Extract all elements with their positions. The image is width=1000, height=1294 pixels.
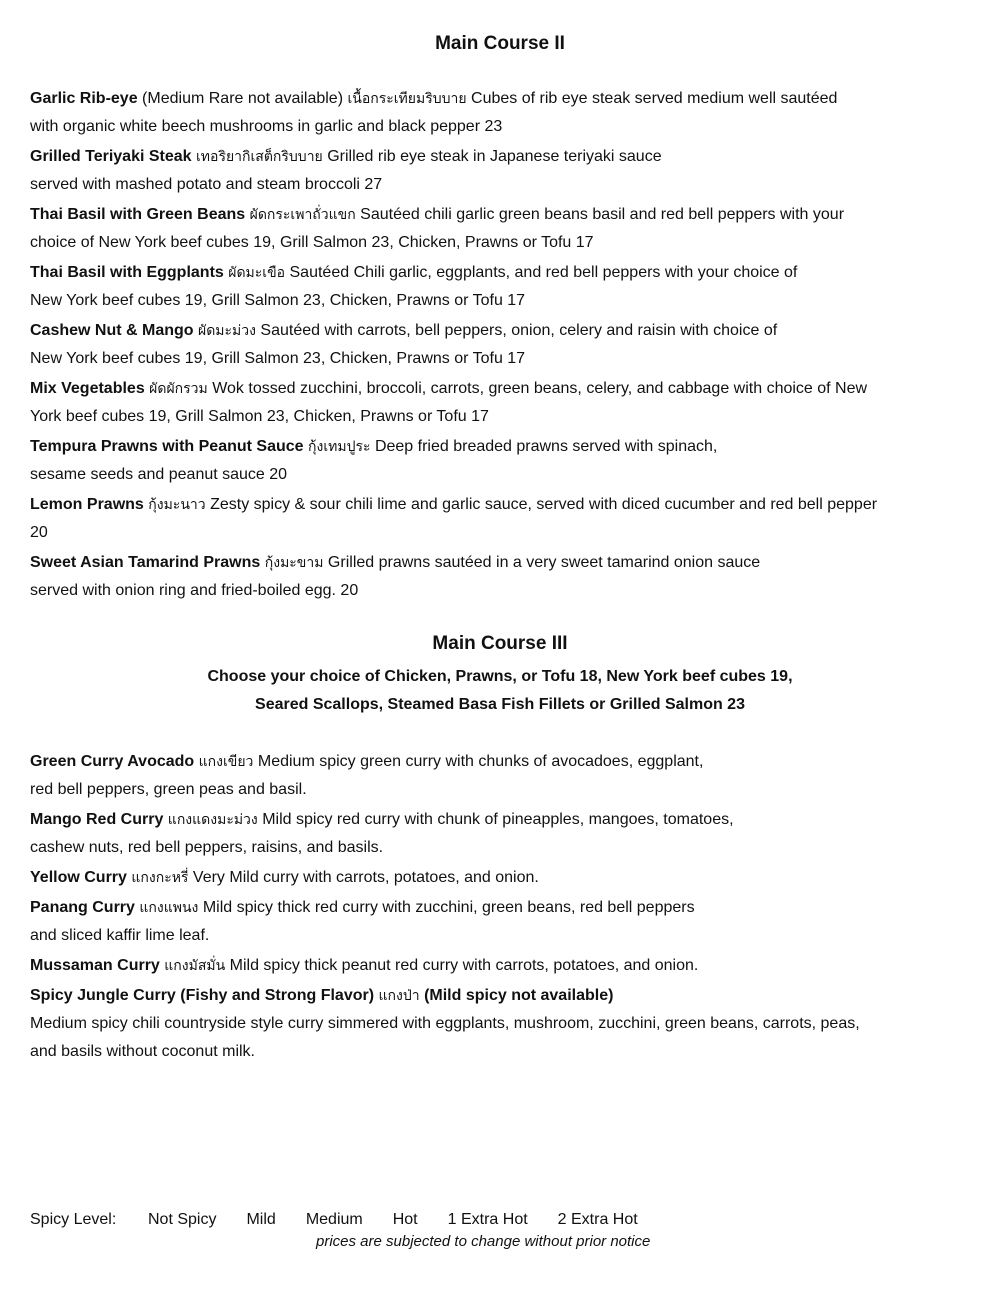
menu-item-description: Sautéed Chili garlic, eggplants, and red bell peppers with your choice of [285, 264, 798, 281]
menu-item-line-1 [30, 549, 975, 577]
subtitle-line-1: Choose your choice of Chicken, Prawns, or Tofu 18, New York beef cubes 19, [207, 668, 793, 685]
menu-item-line-2: 20 [30, 524, 48, 541]
menu-item-thai-name: เนื้อกระเทียมริบบาย [347, 91, 467, 107]
spicy-level-label: Spicy Level: [30, 1211, 117, 1228]
menu-item-line-1 [30, 433, 975, 461]
menu-item [30, 85, 975, 141]
menu-item [30, 952, 975, 980]
menu-item-name: Garlic Rib-eye [30, 90, 138, 107]
menu-item [30, 143, 975, 199]
menu-item-name: Mix Vegetables [30, 380, 145, 397]
menu-item-line-1 [30, 982, 975, 1010]
menu-item-name: Thai Basil with Eggplants [30, 264, 224, 281]
menu-item-thai-name: ผัดมะเขือ [228, 265, 286, 281]
menu-item-thai-name: ผัดผักรวม [149, 381, 208, 397]
menu-item-description: Sautéed chili garlic green beans basil and red bell peppers with your [355, 206, 845, 223]
menu-item [30, 259, 975, 315]
menu-item-line-2: served with mashed potato and steam broccoli 27 [30, 176, 383, 193]
menu-item-thai-name: แกงแดงมะม่วง [167, 812, 258, 828]
menu-item [30, 748, 975, 804]
section-main-course-2 [30, 85, 975, 607]
menu-item-name: Sweet Asian Tamarind Prawns [30, 554, 261, 571]
spicy-level-option: Mild [246, 1211, 276, 1228]
menu-item-description: Wok tossed zucchini, broccoli, carrots, green beans, celery, and cabbage with choice of New [207, 380, 868, 397]
menu-item-thai-name: แกงมัสมั่น [164, 958, 226, 974]
menu-item-line-2: red bell peppers, green peas and basil. [30, 781, 307, 798]
menu-item-name: Thai Basil with Green Beans [30, 206, 246, 223]
menu-item-thai-name: กุ้งเทมปูระ [308, 439, 371, 455]
menu-item [30, 864, 975, 892]
menu-item-line-1 [30, 952, 975, 980]
menu-item-thai-name: แกงกะหรี่ [131, 870, 189, 886]
spicy-level-option: Not Spicy [148, 1211, 217, 1228]
spicy-level-option: Hot [392, 1211, 418, 1228]
menu-item-line-2: New York beef cubes 19, Grill Salmon 23, Chicken, Prawns or Tofu 17 [30, 292, 526, 309]
menu-item [30, 375, 975, 431]
menu-item-description: Medium spicy green curry with chunks of avocadoes, eggplant, [253, 753, 704, 770]
menu-item-name: Cashew Nut & Mango [30, 322, 194, 339]
menu-item-line-2: York beef cubes 19, Grill Salmon 23, Chicken, Prawns or Tofu 17 [30, 408, 489, 425]
menu-item-thai-name: เทอริยากิเสต็กริบบาย [196, 149, 323, 165]
menu-item-name: Panang Curry [30, 899, 135, 916]
subtitle-line-2: Seared Scallops, Steamed Basa Fish Fillets or Grilled Salmon 23 [255, 696, 745, 713]
menu-item-note: (Mild spicy not available) [424, 987, 614, 1004]
menu-item-thai-name: แกงเขียว [198, 754, 254, 770]
menu-item-line-1 [30, 201, 975, 229]
menu-item-name: Spicy Jungle Curry (Fishy and Strong Flavor) [30, 987, 375, 1004]
menu-item-thai-name: กุ้งมะขาม [264, 555, 324, 571]
menu-item-name: Lemon Prawns [30, 496, 144, 513]
menu-item [30, 491, 975, 547]
menu-item-description: Zesty spicy & sour chili lime and garlic sauce, served with diced cucumber and red bell pepper [205, 496, 878, 513]
menu-item-line-1 [30, 317, 975, 345]
menu-item-line-2: sesame seeds and peanut sauce 20 [30, 466, 288, 483]
menu-item-thai-name: แกงป่า [378, 988, 420, 1004]
menu-item-line-1 [30, 143, 975, 171]
menu-item-line-2: served with onion ring and fried-boiled egg. 20 [30, 582, 359, 599]
menu-item-name: Tempura Prawns with Peanut Sauce [30, 438, 304, 455]
spicy-level-option: 1 Extra Hot [447, 1211, 528, 1228]
menu-item-description: Cubes of rib eye steak served medium well sautéed [466, 90, 838, 107]
menu-item-description: Sautéed with carrots, bell peppers, onion, celery and raisin with choice of [255, 322, 778, 339]
menu-item-line-3: and basils without coconut milk. [30, 1043, 255, 1060]
menu-item-description: Very Mild curry with carrots, potatoes, and onion. [188, 869, 539, 886]
menu-item-description: Grilled rib eye steak in Japanese teriyaki sauce [322, 148, 662, 165]
menu-item-line-1 [30, 864, 975, 892]
menu-item-line-2: with organic white beech mushrooms in garlic and black pepper 23 [30, 118, 503, 135]
menu-item-note: (Medium Rare not available) [137, 90, 348, 107]
menu-item-description: Mild spicy thick peanut red curry with carrots, potatoes, and onion. [225, 957, 699, 974]
menu-item [30, 317, 975, 373]
menu-item [30, 549, 975, 605]
menu-item-description: Deep fried breaded prawns served with spinach, [370, 438, 718, 455]
menu-item [30, 806, 975, 862]
menu-item-thai-name: แกงแพนง [139, 900, 199, 916]
menu-item [30, 201, 975, 257]
menu-item-line-1 [30, 894, 975, 922]
section-subtitle [0, 663, 1000, 719]
menu-item [30, 433, 975, 489]
menu-item-line-1 [30, 491, 975, 519]
menu-item-thai-name: ผัดมะม่วง [198, 323, 256, 339]
menu-item-line-2: Medium spicy chili countryside style curry simmered with eggplants, mushroom, zucchini, green beans, carrots, peas, [30, 1015, 860, 1032]
menu-item-line-1 [30, 806, 975, 834]
section-main-course-3 [30, 748, 975, 1068]
menu-item-description: Grilled prawns sautéed in a very sweet tamarind onion sauce [323, 554, 761, 571]
menu-item-thai-name: ผัดกระเพาถั่วแขก [249, 207, 356, 223]
menu-item-line-2: choice of New York beef cubes 19, Grill Salmon 23, Chicken, Prawns or Tofu 17 [30, 234, 594, 251]
menu-item-name: Yellow Curry [30, 869, 127, 886]
section-title-main-course-3: Main Course III [432, 633, 568, 654]
menu-item-line-1 [30, 259, 975, 287]
spicy-level-option: 2 Extra Hot [557, 1211, 638, 1228]
spicy-levels [148, 1211, 668, 1228]
menu-item-name: Green Curry Avocado [30, 753, 195, 770]
section-title-main-course-2: Main Course II [435, 33, 565, 54]
menu-item-line-1 [30, 375, 975, 403]
menu-item [30, 894, 975, 950]
menu-item-description: Mild spicy red curry with chunk of pineapples, mangoes, tomatoes, [257, 811, 734, 828]
menu-item-line-2: and sliced kaffir lime leaf. [30, 927, 210, 944]
menu-item-name: Mango Red Curry [30, 811, 164, 828]
menu-item-line-1 [30, 85, 975, 113]
menu-item-line-1 [30, 748, 975, 776]
menu-item-name: Mussaman Curry [30, 957, 160, 974]
price-notice: prices are subjected to change without prior notice [316, 1233, 651, 1250]
menu-item-line-2: cashew nuts, red bell peppers, raisins, and basils. [30, 839, 384, 856]
menu-item-jungle-curry [30, 982, 975, 1066]
menu-item-line-2: New York beef cubes 19, Grill Salmon 23, Chicken, Prawns or Tofu 17 [30, 350, 526, 367]
menu-item-name: Grilled Teriyaki Steak [30, 148, 192, 165]
menu-item-thai-name: กุ้งมะนาว [148, 497, 206, 513]
spicy-level-bar [30, 1209, 975, 1231]
spicy-level-option: Medium [305, 1211, 363, 1228]
menu-item-description: Mild spicy thick red curry with zucchini, green beans, red bell peppers [198, 899, 695, 916]
